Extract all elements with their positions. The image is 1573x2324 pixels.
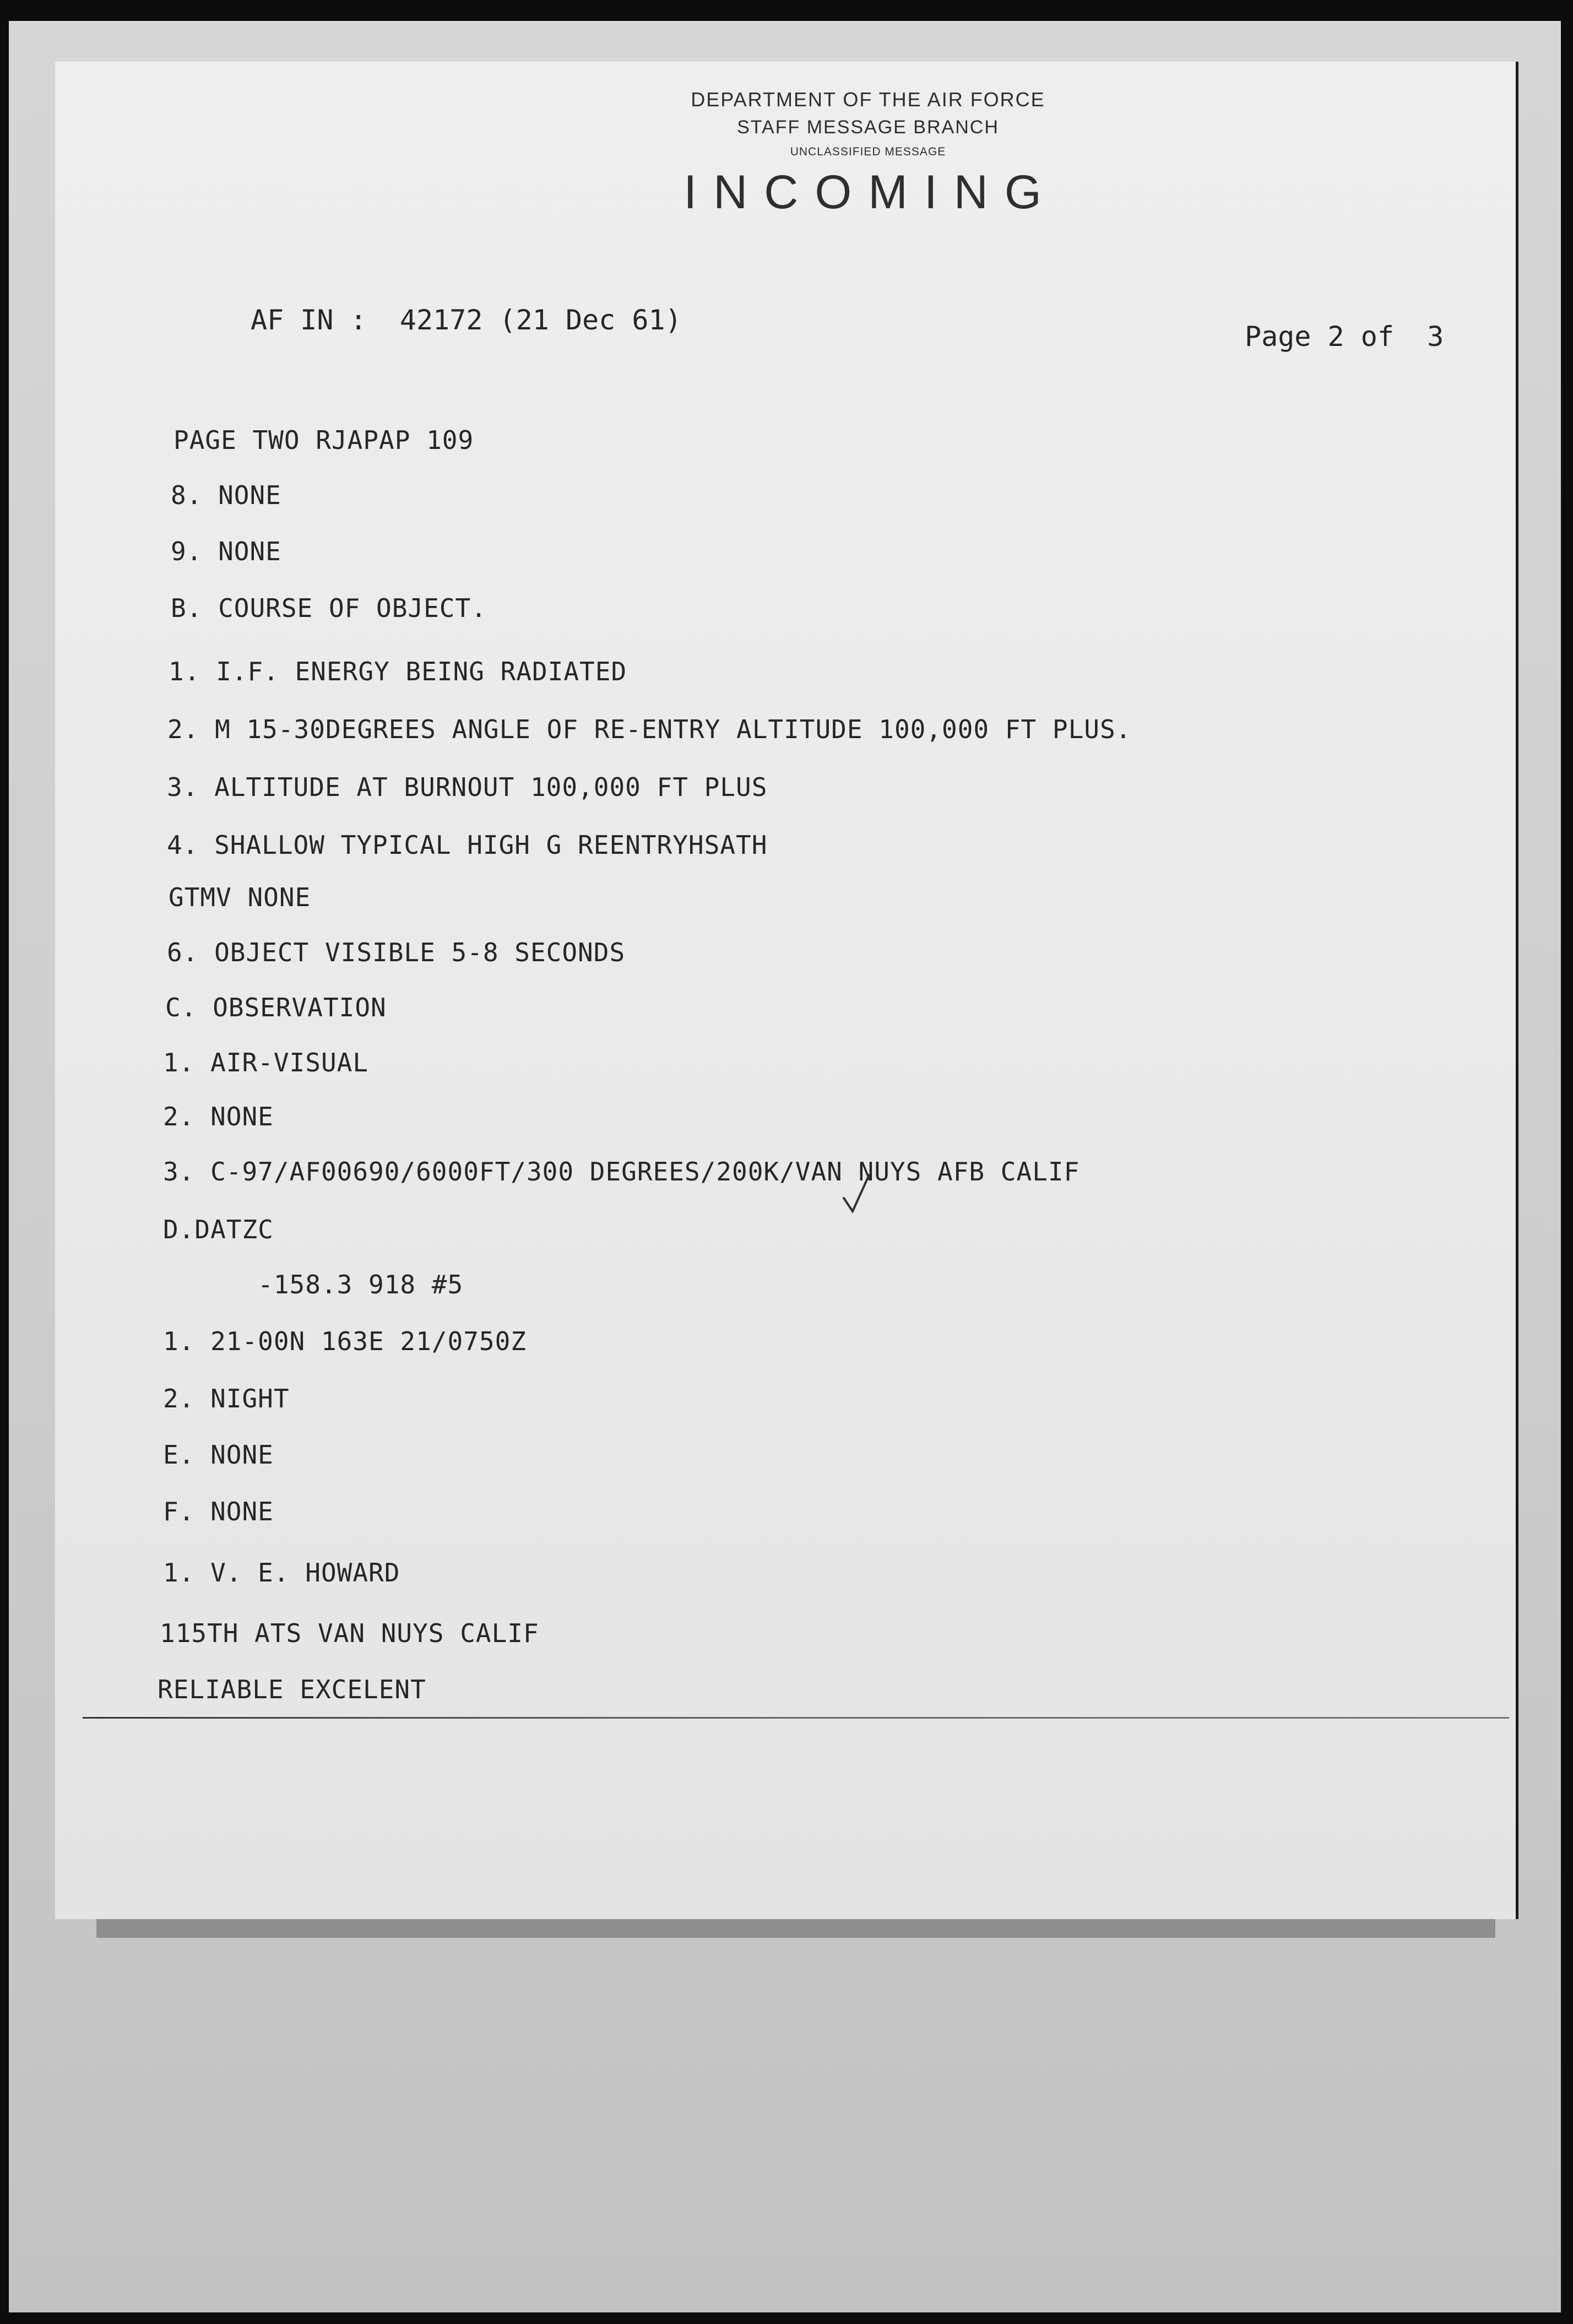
handwritten-check-mark: [839, 1172, 872, 1216]
message-line: 3. ALTITUDE AT BURNOUT 100,000 FT PLUS: [167, 772, 768, 802]
page-number: Page 2 of 3: [1245, 321, 1444, 353]
message-line: 8. NONE: [171, 480, 281, 510]
bottom-rule: [83, 1717, 1509, 1719]
message-line: 9. NONE: [171, 537, 281, 566]
message-line: GTMV NONE: [169, 882, 311, 912]
message-line: 6. OBJECT VISIBLE 5-8 SECONDS: [167, 938, 626, 967]
message-line: RELIABLE EXCELENT: [158, 1675, 426, 1704]
message-line: -158.3 918 #5: [163, 1270, 464, 1299]
department-heading: DEPARTMENT OF THE AIR FORCE: [691, 88, 1045, 111]
af-in-reference: AF IN : 42172 (21 Dec 61): [251, 304, 682, 336]
message-line: 4. SHALLOW TYPICAL HIGH G REENTRYHSATH: [167, 830, 768, 860]
message-line: 1. I.F. ENERGY BEING RADIATED: [169, 657, 627, 686]
message-line: C. OBSERVATION: [165, 993, 387, 1022]
message-sheet: [55, 62, 1518, 1919]
message-line: 2. NONE: [163, 1102, 274, 1131]
message-line: F. NONE: [163, 1497, 274, 1526]
message-line: 115TH ATS VAN NUYS CALIF: [160, 1618, 539, 1648]
message-line: B. COURSE OF OBJECT.: [171, 593, 487, 623]
classification-label: UNCLASSIFIED MESSAGE: [790, 145, 946, 158]
message-line: 1. AIR-VISUAL: [163, 1048, 369, 1077]
message-line: 1. 21-00N 163E 21/0750Z: [163, 1326, 527, 1356]
message-line: 3. C-97/AF00690/6000FT/300 DEGREES/200K/VAN NUYS AFB CALIF: [163, 1157, 1080, 1187]
message-line: 2. NIGHT: [163, 1384, 290, 1413]
incoming-title: INCOMING: [684, 166, 1058, 219]
message-line: 2. M 15-30DEGREES ANGLE OF RE-ENTRY ALTITUDE 100,000 FT PLUS.: [167, 714, 1132, 744]
branch-heading: STAFF MESSAGE BRANCH: [737, 117, 999, 138]
message-line: D.DATZC: [163, 1215, 274, 1244]
message-line: 1. V. E. HOWARD: [163, 1558, 400, 1588]
message-line: PAGE TWO RJAPAP 109: [173, 425, 474, 455]
message-line: E. NONE: [163, 1440, 274, 1470]
